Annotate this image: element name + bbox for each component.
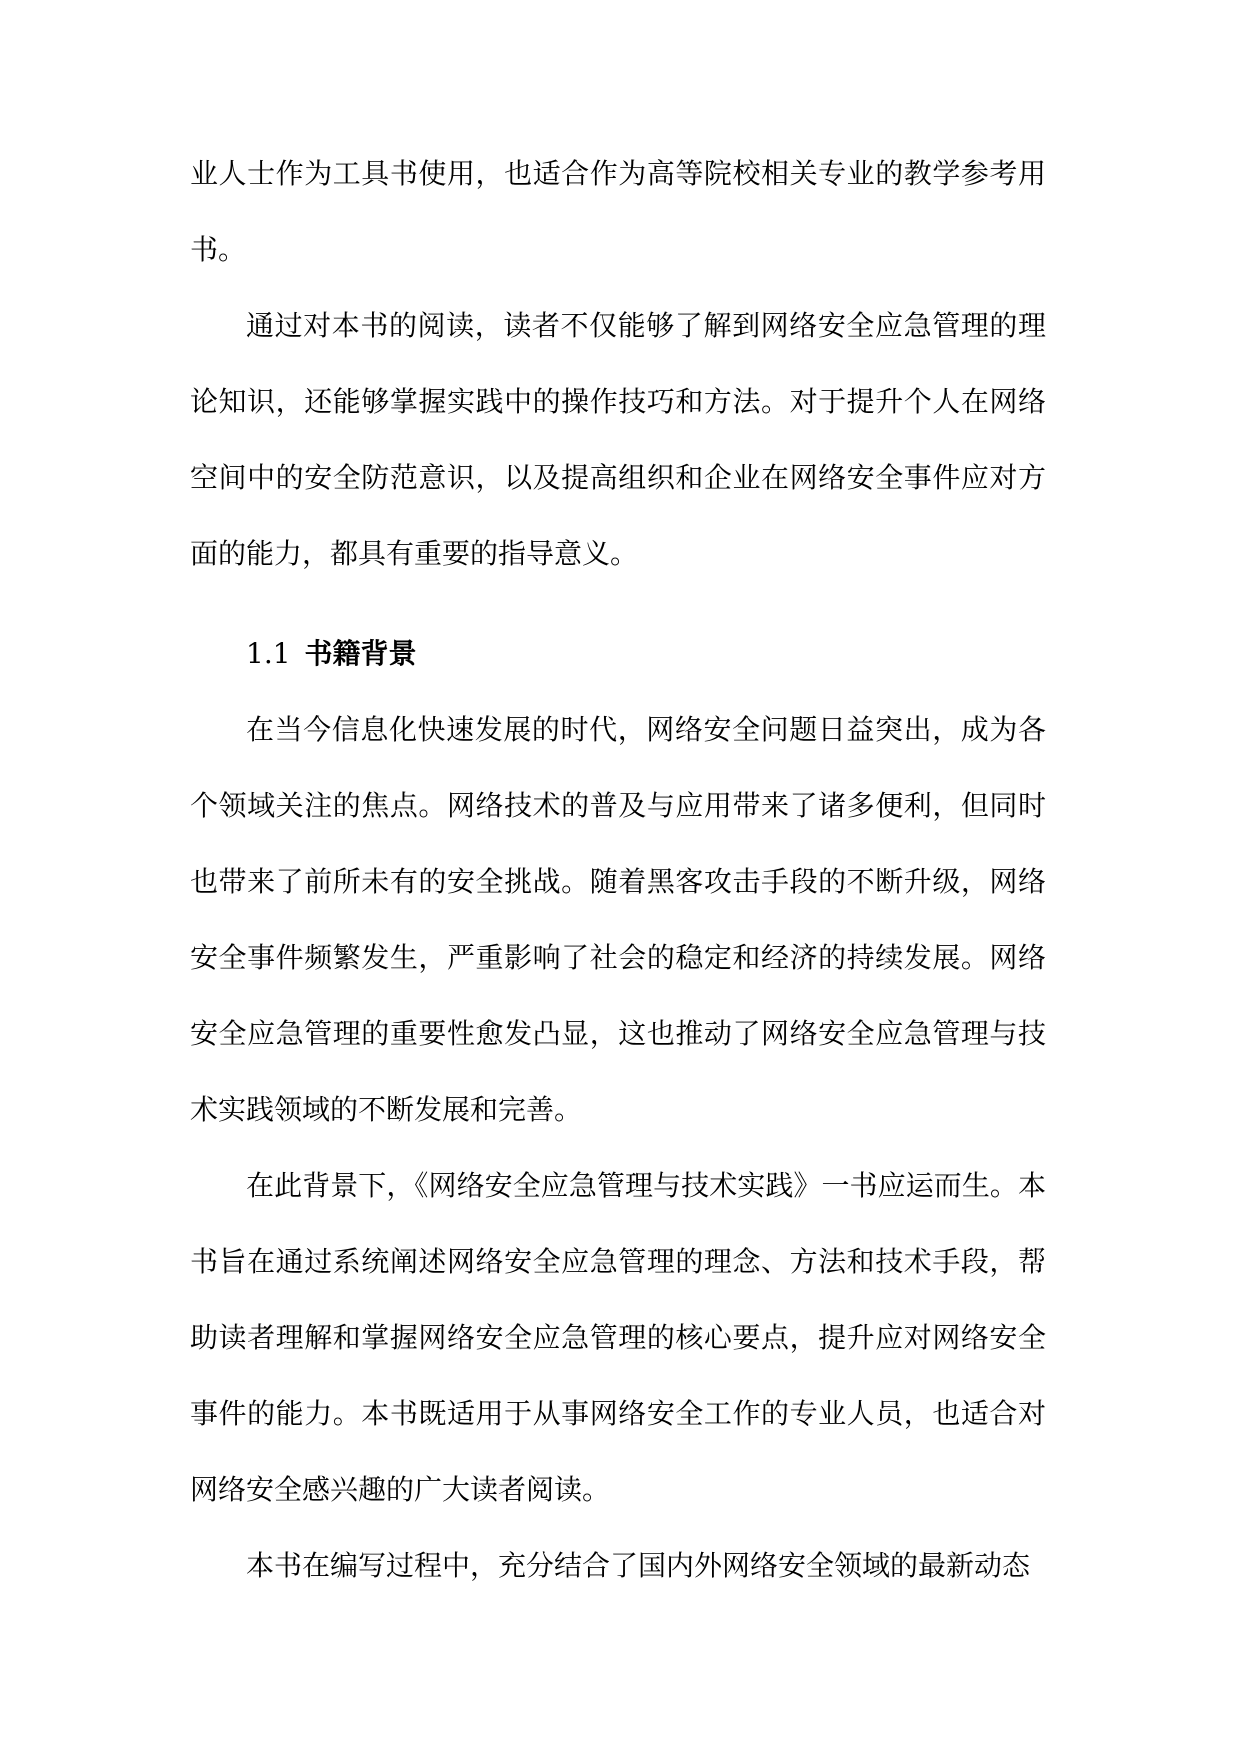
paragraph-writing-process: 本书在编写过程中，充分结合了国内外网络安全领域的最新动态 — [246, 1549, 1031, 1582]
paragraph-background: 在当今信息化快速发展的时代，网络安全问题日益突出，成为各个领域关注的焦点。网络技术的普及与应用带来了诸多便利，但同时也带来了前所未有的安全挑战。随着黑客攻击手段的不断升级，网络安全事件频繁发生，严重影响了社会的稳定和经济的持续发展。网络安全应急管理的重要性愈发凸显，这也推动了网络安全应急管理与技术实践领域的不断发展和完善。 — [190, 713, 1046, 1126]
paragraph-book-purpose: 在此背景下，《网络安全应急管理与技术实践》一书应运而生。本书旨在通过系统阐述网络安全应急管理的理念、方法和技术手段，帮助读者理解和掌握网络安全应急管理的核心要点，提升应对网络安全事件的能力。本书既适用于从事网络安全工作的专业人员，也适合对网络安全感兴趣的广大读者阅读。 — [190, 1169, 1046, 1506]
section-number: 1.1 — [246, 637, 291, 670]
section-heading — [190, 616, 1046, 692]
section-title: 书籍背景 — [304, 637, 417, 670]
paragraph-reading-benefits: 通过对本书的阅读，读者不仅能够了解到网络安全应急管理的理论知识，还能够掌握实践中的操作技巧和方法。对于提升个人在网络空间中的安全防范意识，以及提高组织和企业在网络安全事件应对方面的能力，都具有重要的指导意义。 — [190, 309, 1046, 570]
paragraph-continued: 业人士作为工具书使用，也适合作为高等院校相关专业的教学参考用书。 — [190, 157, 1046, 266]
page-body — [190, 136, 1046, 1604]
section-spacer — [190, 592, 1046, 602]
